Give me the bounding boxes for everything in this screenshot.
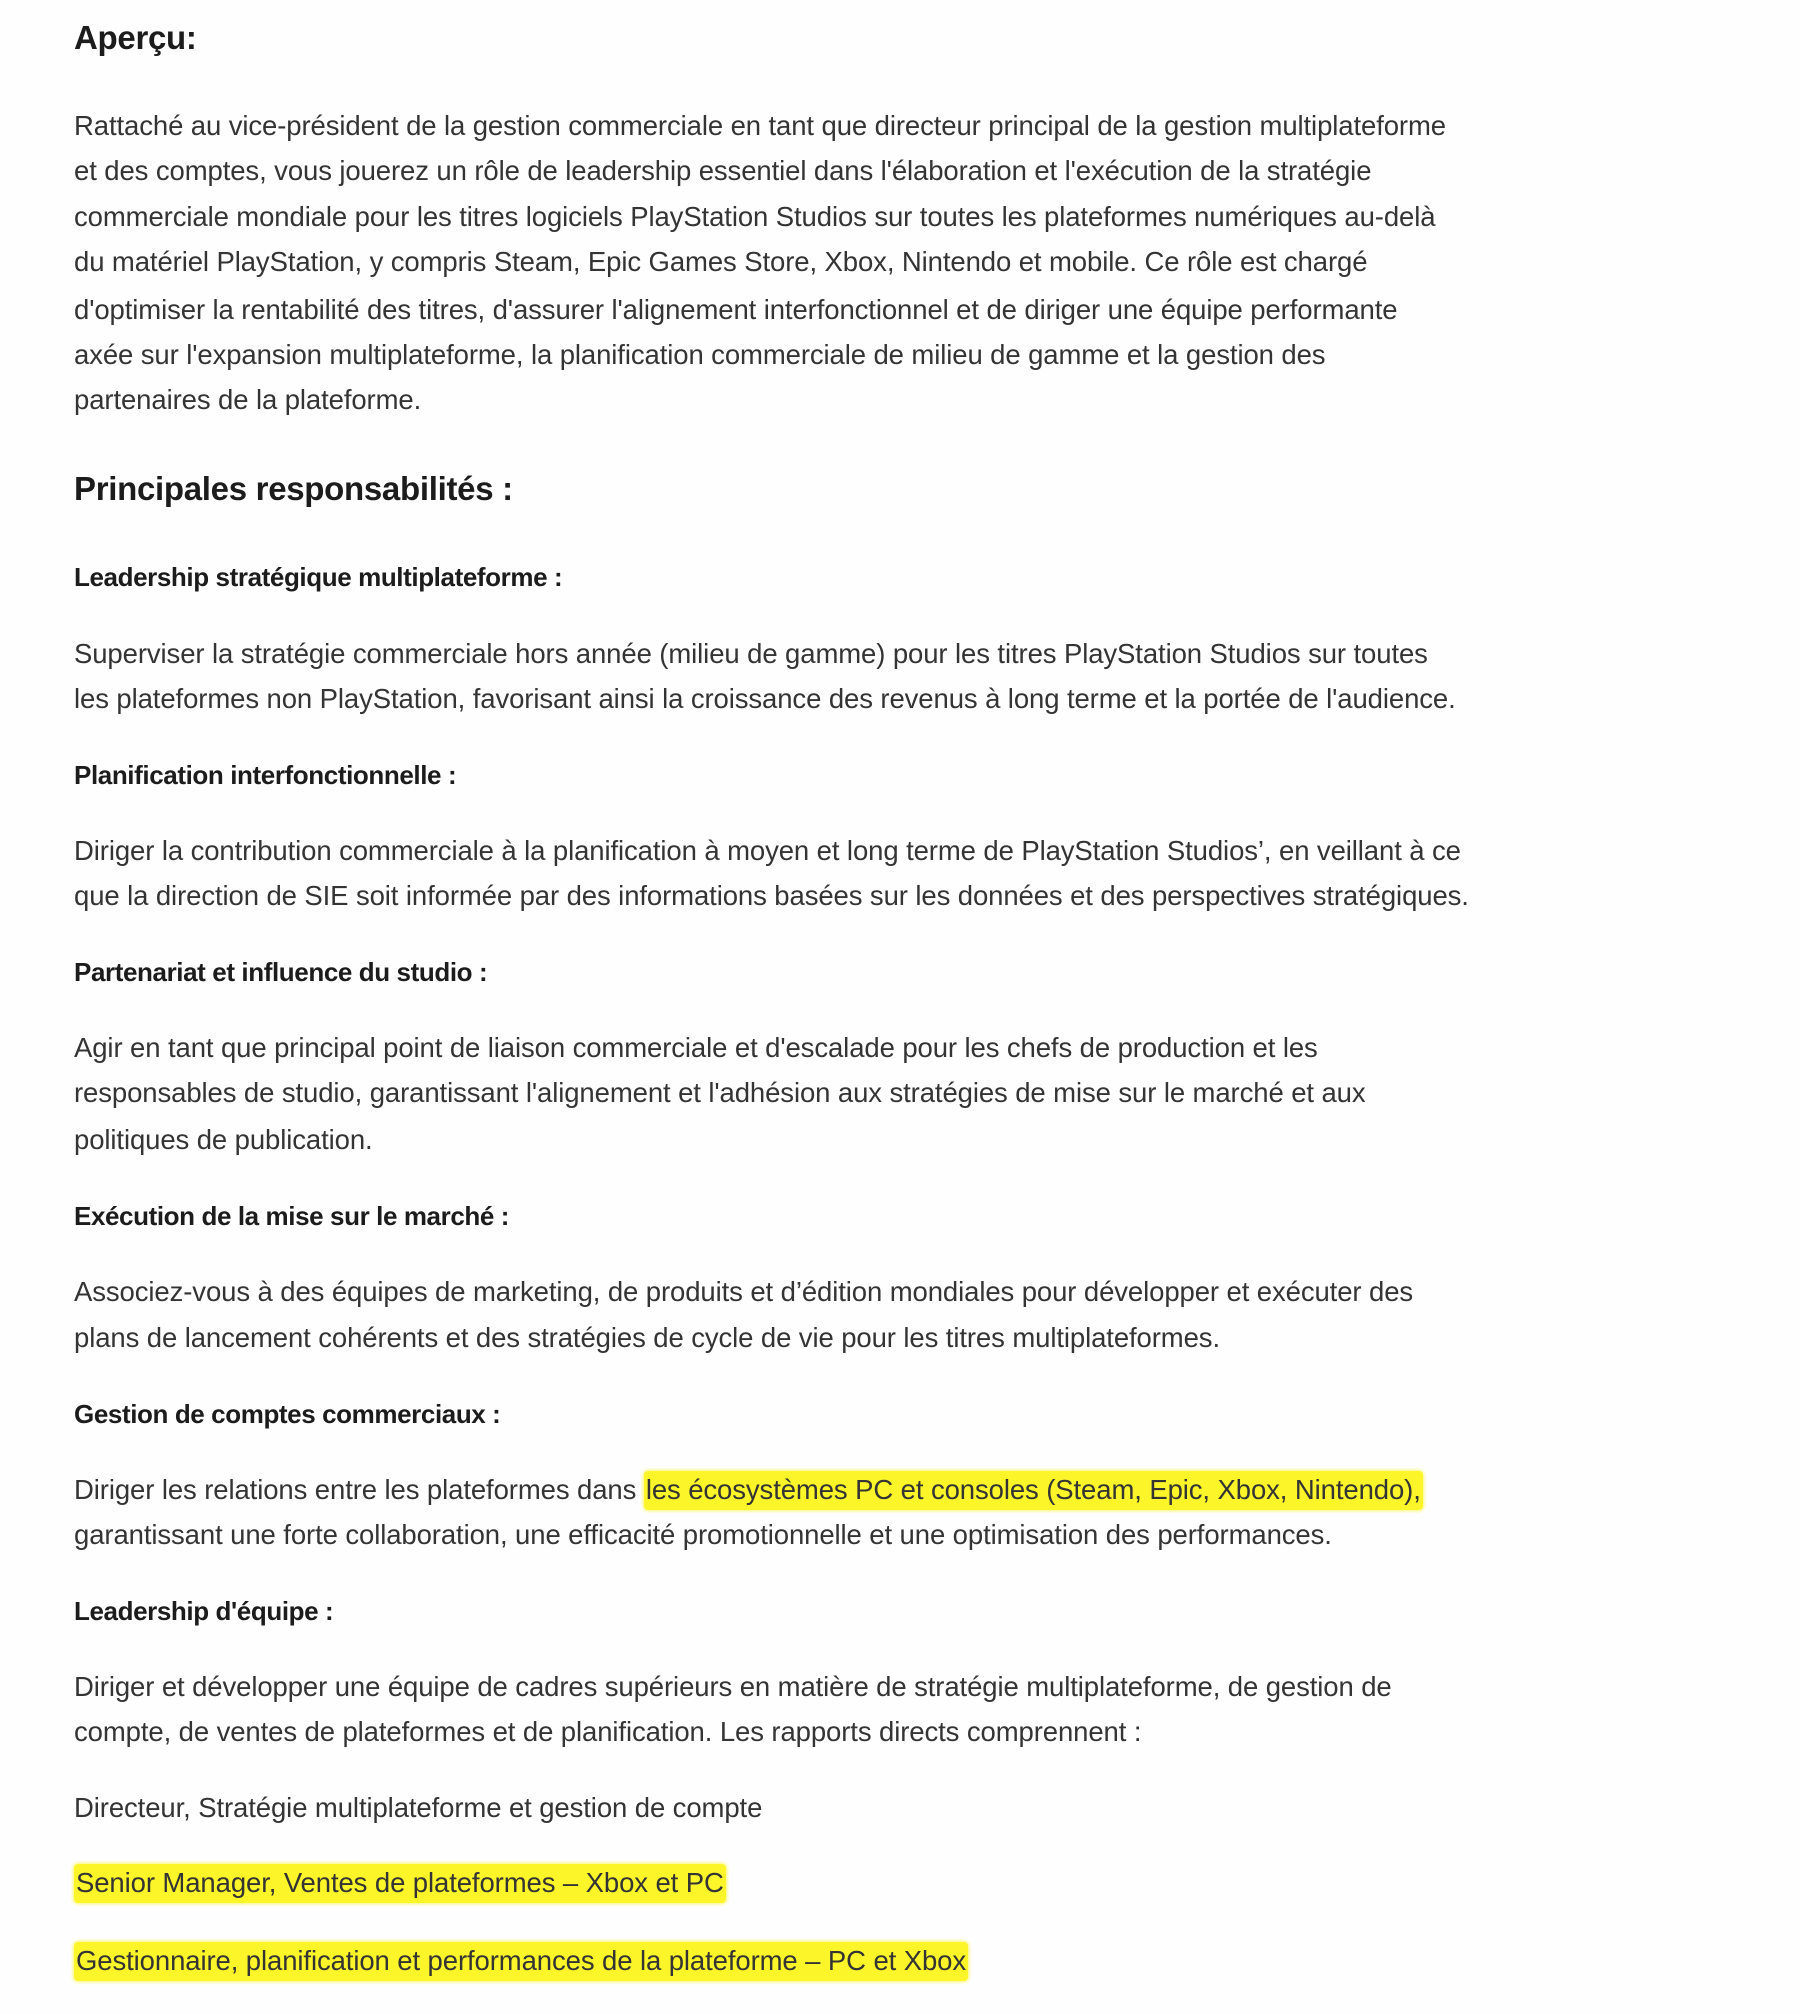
paragraph-line: les plateformes non PlayStation, favorisant ainsi la croissance des revenus à long terme et la portée de l'audience. [74, 683, 1456, 714]
paragraph-line: responsables de studio, garantissant l'alignement et l'adhésion aux stratégies de mise sur le marché et aux [74, 1077, 1366, 1108]
paragraph-line: plans de lancement cohérents et des stratégies de cycle de vie pour les titres multiplateformes. [74, 1322, 1220, 1353]
highlighted-text: Gestionnaire, planification et performances de la plateforme – PC et Xbox [74, 1942, 968, 1981]
responsibilities-heading: Principales responsabilités : [74, 470, 513, 507]
section-title: Partenariat et influence du studio : [74, 957, 488, 987]
paragraph-line: et des comptes, vous jouerez un rôle de leadership essentiel dans l'élaboration et l'exécution de la stratégie [74, 155, 1372, 186]
paragraph-line: Agir en tant que principal point de liaison commerciale et d'escalade pour les chefs de production et les [74, 1032, 1318, 1063]
section-title: Gestion de comptes commerciaux : [74, 1399, 501, 1429]
highlighted-text: Senior Manager, Ventes de plateformes – Xbox et PC [74, 1864, 726, 1903]
paragraph-line: Rattaché au vice-président de la gestion commerciale en tant que directeur principal de la gestion multiplateforme [74, 110, 1446, 141]
paragraph-line: Diriger la contribution commerciale à la planification à moyen et long terme de PlayStation Studios’, en veillant à ce [74, 835, 1461, 866]
paragraph-line: politiques de publication. [74, 1124, 373, 1155]
direct-report-item-highlighted [74, 1865, 726, 1901]
paragraph-line: Diriger et développer une équipe de cadres supérieurs en matière de stratégie multiplateforme, de gestion de [74, 1671, 1392, 1702]
highlighted-text: les écosystèmes PC et consoles (Steam, Epic, Xbox, Nintendo), [644, 1471, 1423, 1510]
paragraph-line: d'optimiser la rentabilité des titres, d'assurer l'alignement interfonctionnel et de diriger une équipe performante [74, 294, 1398, 325]
direct-report-item-highlighted [74, 1943, 968, 1979]
paragraph-line: garantissant une forte collaboration, une efficacité promotionnelle et une optimisation des performances. [74, 1519, 1332, 1550]
section-title: Leadership d'équipe : [74, 1596, 334, 1626]
paragraph-line: partenaires de la plateforme. [74, 384, 422, 415]
paragraph-line: commerciale mondiale pour les titres logiciels PlayStation Studios sur toutes les plateformes numériques au-delà [74, 201, 1436, 232]
paragraph-line: compte, de ventes de plateformes et de planification. Les rapports directs comprennent : [74, 1716, 1142, 1747]
section-title: Exécution de la mise sur le marché : [74, 1201, 510, 1231]
paragraph-line: du matériel PlayStation, y compris Steam, Epic Games Store, Xbox, Nintendo et mobile. Ce rôle est chargé [74, 246, 1368, 277]
direct-report-item: Directeur, Stratégie multiplateforme et gestion de compte [74, 1792, 763, 1823]
section-title: Leadership stratégique multiplateforme : [74, 562, 563, 592]
paragraph-line: que la direction de SIE soit informée par des informations basées sur les données et des perspectives stratégiques. [74, 880, 1469, 911]
overview-heading: Aperçu: [74, 19, 197, 56]
line-prefix: Diriger les relations entre les plateformes dans [74, 1474, 644, 1505]
section-title: Planification interfonctionnelle : [74, 760, 457, 790]
paragraph-line [74, 1472, 1423, 1508]
paragraph-line: Associez-vous à des équipes de marketing, de produits et d’édition mondiales pour développer et exécuter des [74, 1276, 1414, 1307]
paragraph-line: axée sur l'expansion multiplateforme, la planification commerciale de milieu de gamme et la gestion des [74, 339, 1326, 370]
paragraph-line: Superviser la stratégie commerciale hors année (milieu de gamme) pour les titres PlayStation Studios sur toutes [74, 638, 1428, 669]
